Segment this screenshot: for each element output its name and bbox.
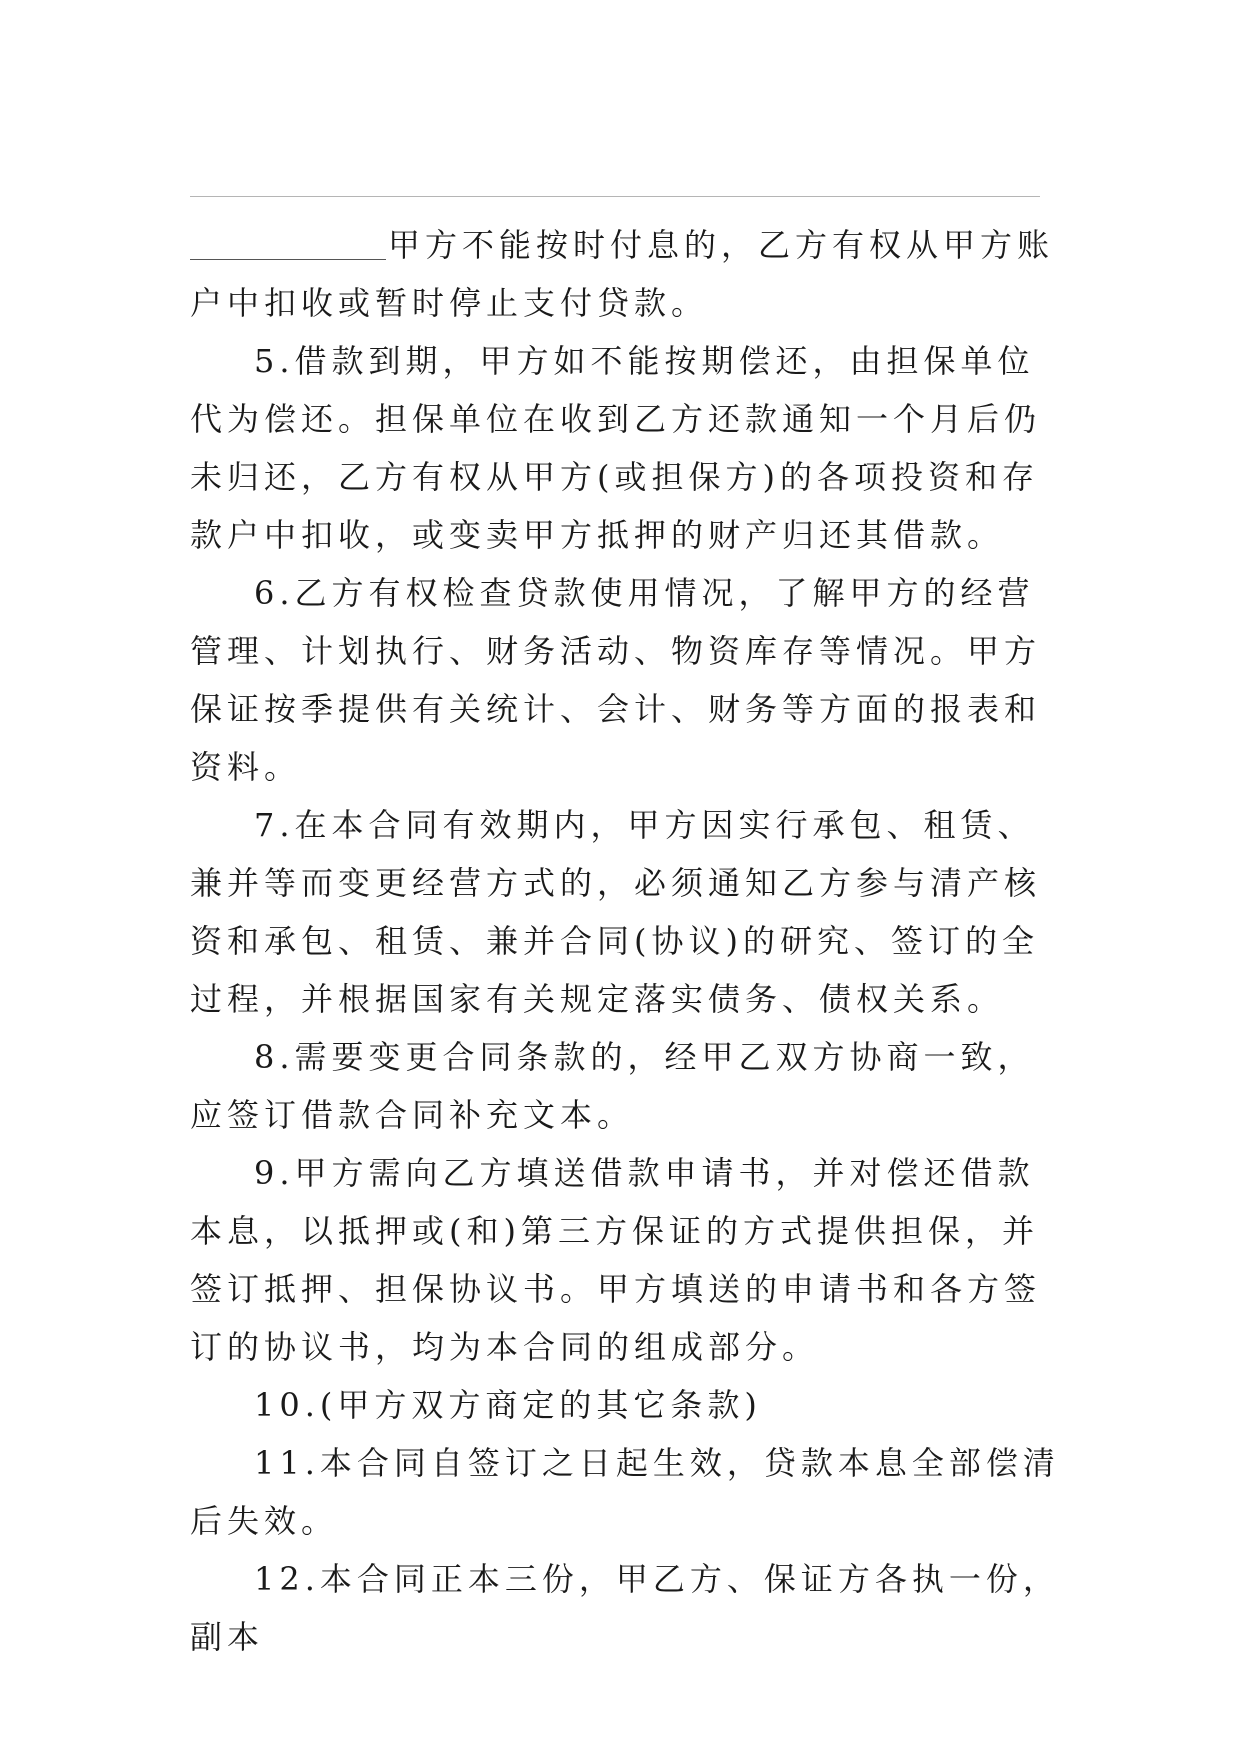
contract-body <box>190 216 1065 1666</box>
clause-11: 11.本合同自签订之日起生效，贷款本息全部偿清后失效。 <box>190 1444 1060 1540</box>
clause-12: 12.本合同正本三份，甲乙方、保证方各执一份，副本 <box>190 1560 1060 1656</box>
paragraph-interest-payment <box>190 216 1065 332</box>
clause-8: 8.需要变更合同条款的，经甲乙双方协商一致，应签订借款合同补充文本。 <box>190 1038 1035 1134</box>
paragraph-text: 甲方不能按时付息的，乙方有权从甲方账户中扣收或暂时停止支付贷款。 <box>190 226 1055 322</box>
clause-7: 7.在本合同有效期内，甲方因实行承包、租赁、兼并等而变更经营方式的，必须通知乙方参与清产核资和承包、租赁、兼并合同(协议)的研究、签订的全过程，并根据国家有关规定落实债务、债权关系。 <box>190 806 1042 1018</box>
top-fill-in-line <box>190 196 1040 197</box>
fill-in-blank <box>190 229 386 260</box>
clause-5: 5.借款到期，甲方如不能按期偿还，由担保单位代为偿还。担保单位在收到乙方还款通知一个月后仍未归还，乙方有权从甲方(或担保方)的各项投资和存款户中扣收，或变卖甲方抵押的财产归还其借款。 <box>190 342 1042 554</box>
clause-6: 6.乙方有权检查贷款使用情况，了解甲方的经营管理、计划执行、财务活动、物资库存等情况。甲方保证按季提供有关统计、会计、财务等方面的报表和资料。 <box>190 574 1042 786</box>
clause-9: 9.甲方需向乙方填送借款申请书，并对偿还借款本息，以抵押或(和)第三方保证的方式提供担保，并签订抵押、担保协议书。甲方填送的申请书和各方签订的协议书，均为本合同的组成部分。 <box>190 1154 1042 1366</box>
clause-10: 10.(甲方双方商定的其它条款) <box>254 1386 762 1424</box>
